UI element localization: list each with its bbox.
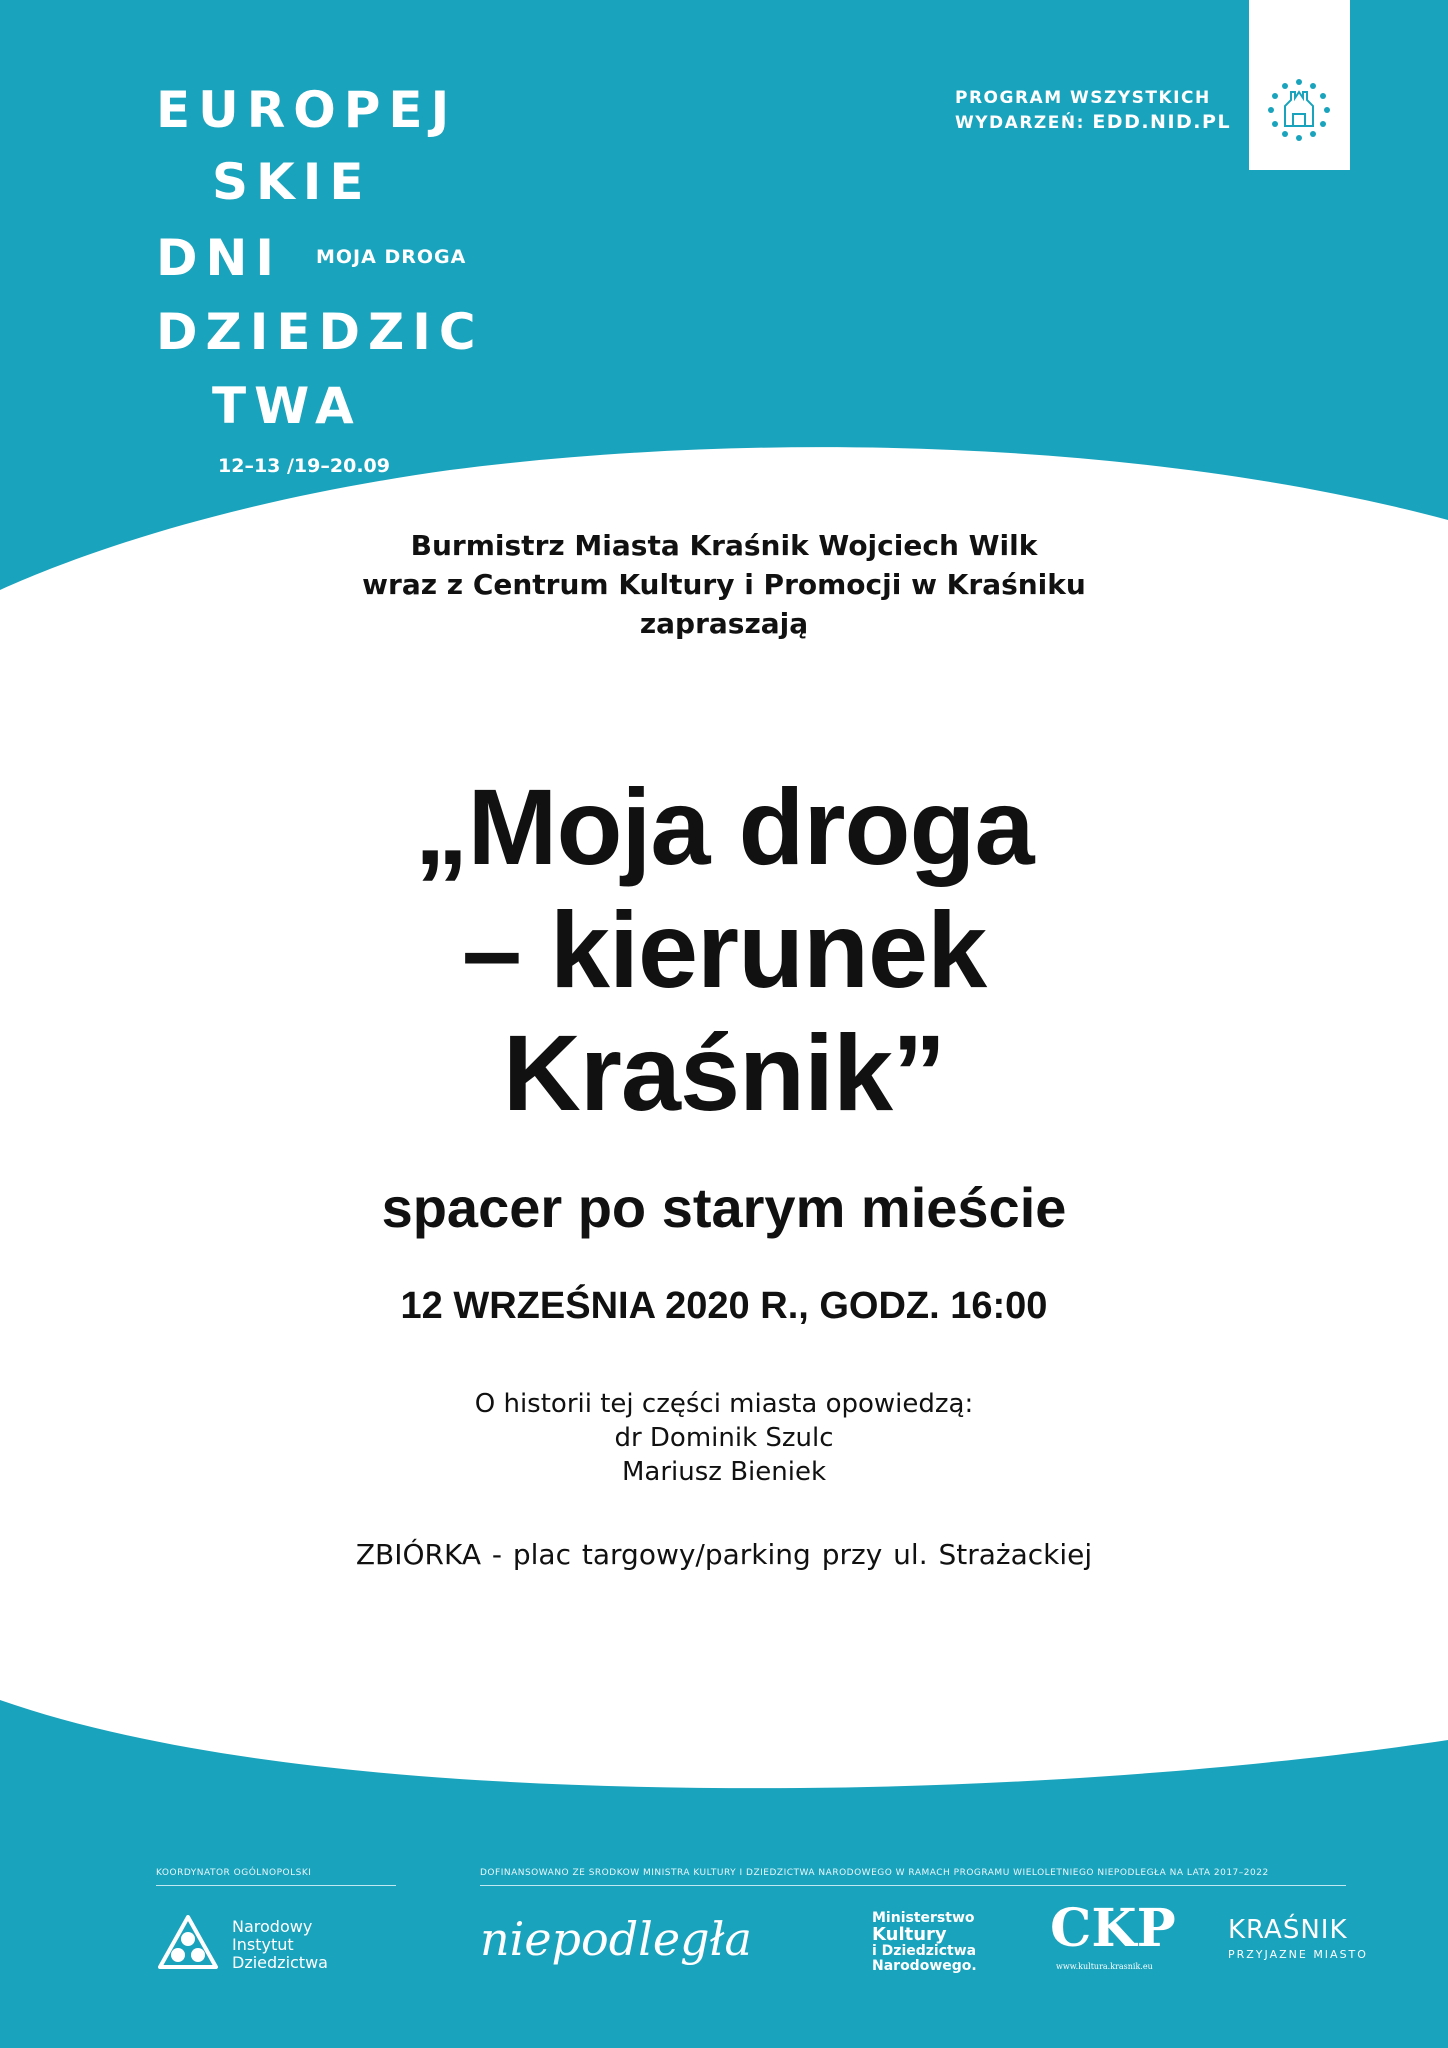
ckp-logo-text: CKP (1050, 1898, 1176, 1959)
program-line-2 (955, 110, 1231, 135)
krasnik-logo: KRAŚNIK (1228, 1915, 1348, 1945)
ministry-line-2: Kultury (872, 1924, 947, 1945)
invitation-block (0, 526, 1448, 643)
ministry-logo (872, 1911, 977, 1974)
coordinator-divider (156, 1885, 396, 1886)
guide-1: dr Dominik Szulc (614, 1423, 834, 1453)
funding-divider (480, 1885, 1346, 1886)
ministry-line-3: i Dziedzictwa (872, 1943, 977, 1959)
ckp-logo (1050, 1898, 1176, 1959)
nid-name (232, 1918, 328, 1972)
guide-2: Mariusz Bieniek (621, 1457, 827, 1487)
ministry-line-4: Narodowego. (872, 1958, 977, 1974)
coordinator-label: KOORDYNATOR OGÓLNOPOLSKI (156, 1868, 312, 1878)
nid-line-3: Dziedzictwa (232, 1953, 328, 1972)
title-line-1: „Moja droga (414, 766, 1034, 887)
logo-line-2: SKIE (212, 153, 372, 211)
program-label: WYDARZEŃ: (955, 113, 1093, 133)
invitation-line-3: zapraszają (639, 607, 809, 640)
title-line-2: – kierunek (461, 889, 987, 1010)
logo-line-5: TWA (212, 377, 362, 435)
program-info (955, 86, 1231, 135)
funding-label: DOFINANSOWANO ZE ŚRODKÓW MINISTRA KULTURY I DZIEDZICTWA NARODOWEGO W RAMACH PROGRAMU WIELOLETNIEGO NIEPODLEGŁA NA LATA 2017–2022 (480, 1868, 1269, 1878)
guides-intro: O historii tej części miasta opowiedzą: (474, 1389, 974, 1419)
ckp-url: www.kultura.krasnik.eu (1056, 1962, 1153, 1971)
meeting-point: ZBIÓRKA - plac targowy/parking przy ul. Strażackiej (355, 1538, 1093, 1571)
logo-line-4: DZIEDZIC (156, 303, 484, 361)
program-line-1: PROGRAM WSZYSTKICH (955, 88, 1211, 108)
program-url: EDD.NID.PL (1092, 111, 1232, 133)
eu-stars-icon (1249, 0, 1350, 170)
logo-line-1: EUROPEJ (156, 81, 458, 139)
title-line-3: Kraśnik” (502, 1012, 946, 1133)
invitation-line-1: Burmistrz Miasta Kraśnik Wojciech Wilk (410, 529, 1038, 562)
invitation-line-2: wraz z Centrum Kultury i Promocji w Kraśniku (362, 568, 1086, 601)
event-datetime: 12 WRZEŚNIA 2020 R., GODZ. 16:00 (400, 1285, 1048, 1327)
nid-line-2: Instytut (232, 1935, 294, 1954)
niepodlegla-logo: niepodległa (480, 1912, 752, 1966)
nid-line-1: Narodowy (232, 1917, 313, 1936)
eu-stars-badge (1249, 0, 1350, 170)
nid-logo-icon (156, 1915, 220, 1979)
event-title (0, 765, 1448, 1134)
logo-tagline: MOJA DROGA (316, 246, 467, 268)
guides-block (0, 1387, 1448, 1489)
ministry-line-1: Ministerstwo (872, 1910, 975, 1926)
logo-line-3: DNI (156, 229, 282, 287)
event-subtitle: spacer po starym mieście (381, 1176, 1067, 1239)
krasnik-tagline: PRZYJAZNE MIASTO (1228, 1948, 1368, 1961)
event-dates: 12–13 /19–20.09 (218, 455, 390, 477)
